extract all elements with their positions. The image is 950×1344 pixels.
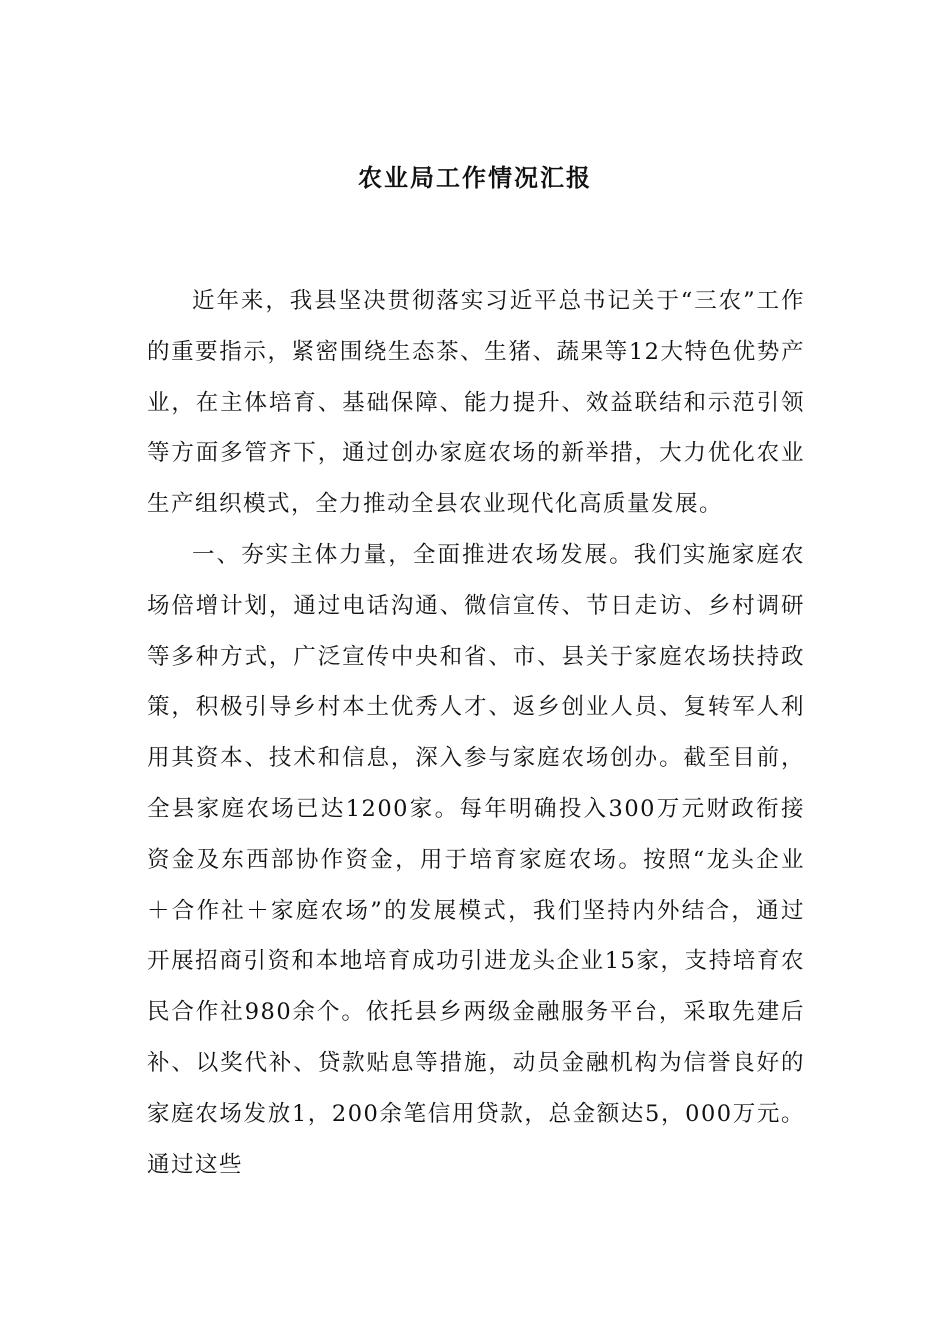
paragraph-intro: 近年来，我县坚决贯彻落实习近平总书记关于“三农”工作的重要指示，紧密围绕生态茶、生猪、蔬果等12大特色优势产业，在主体培育、基础保障、能力提升、效益联结和示范引领等方面多管齐下，通过创办家庭农场的新举措，大力优化农业生产组织模式，全力推动全县农业现代化高质量发展。	[147, 288, 805, 518]
document-body	[147, 276, 805, 1190]
document-title: 农业局工作情况汇报	[358, 163, 592, 192]
paragraph-section-one: 一、夯实主体力量，全面推进农场发展。我们实施家庭农场倍增计划，通过电话沟通、微信宣传、节日走访、乡村调研等多种方式，广泛宣传中央和省、市、县关于家庭农场扶持政策，积极引导乡村本土优秀人才、返乡创业人员、复转军人利用其资本、技术和信息，深入参与家庭农场创办。截至目前，全县家庭农场已达1200家。每年明确投入300万元财政衔接资金及东西部协作资金，用于培育家庭农场。按照“龙头企业＋合作社＋家庭农场”的发展模式，我们坚持内外结合，通过开展招商引资和本地培育成功引进龙头企业15家，支持培育农民合作社980余个。依托县乡两级金融服务平台，采取先建后补、以奖代补、贷款贴息等措施，动员金融机构为信誉良好的家庭农场发放1，200余笔信用贷款，总金额达5，000万元。通过这些	[147, 541, 805, 1178]
